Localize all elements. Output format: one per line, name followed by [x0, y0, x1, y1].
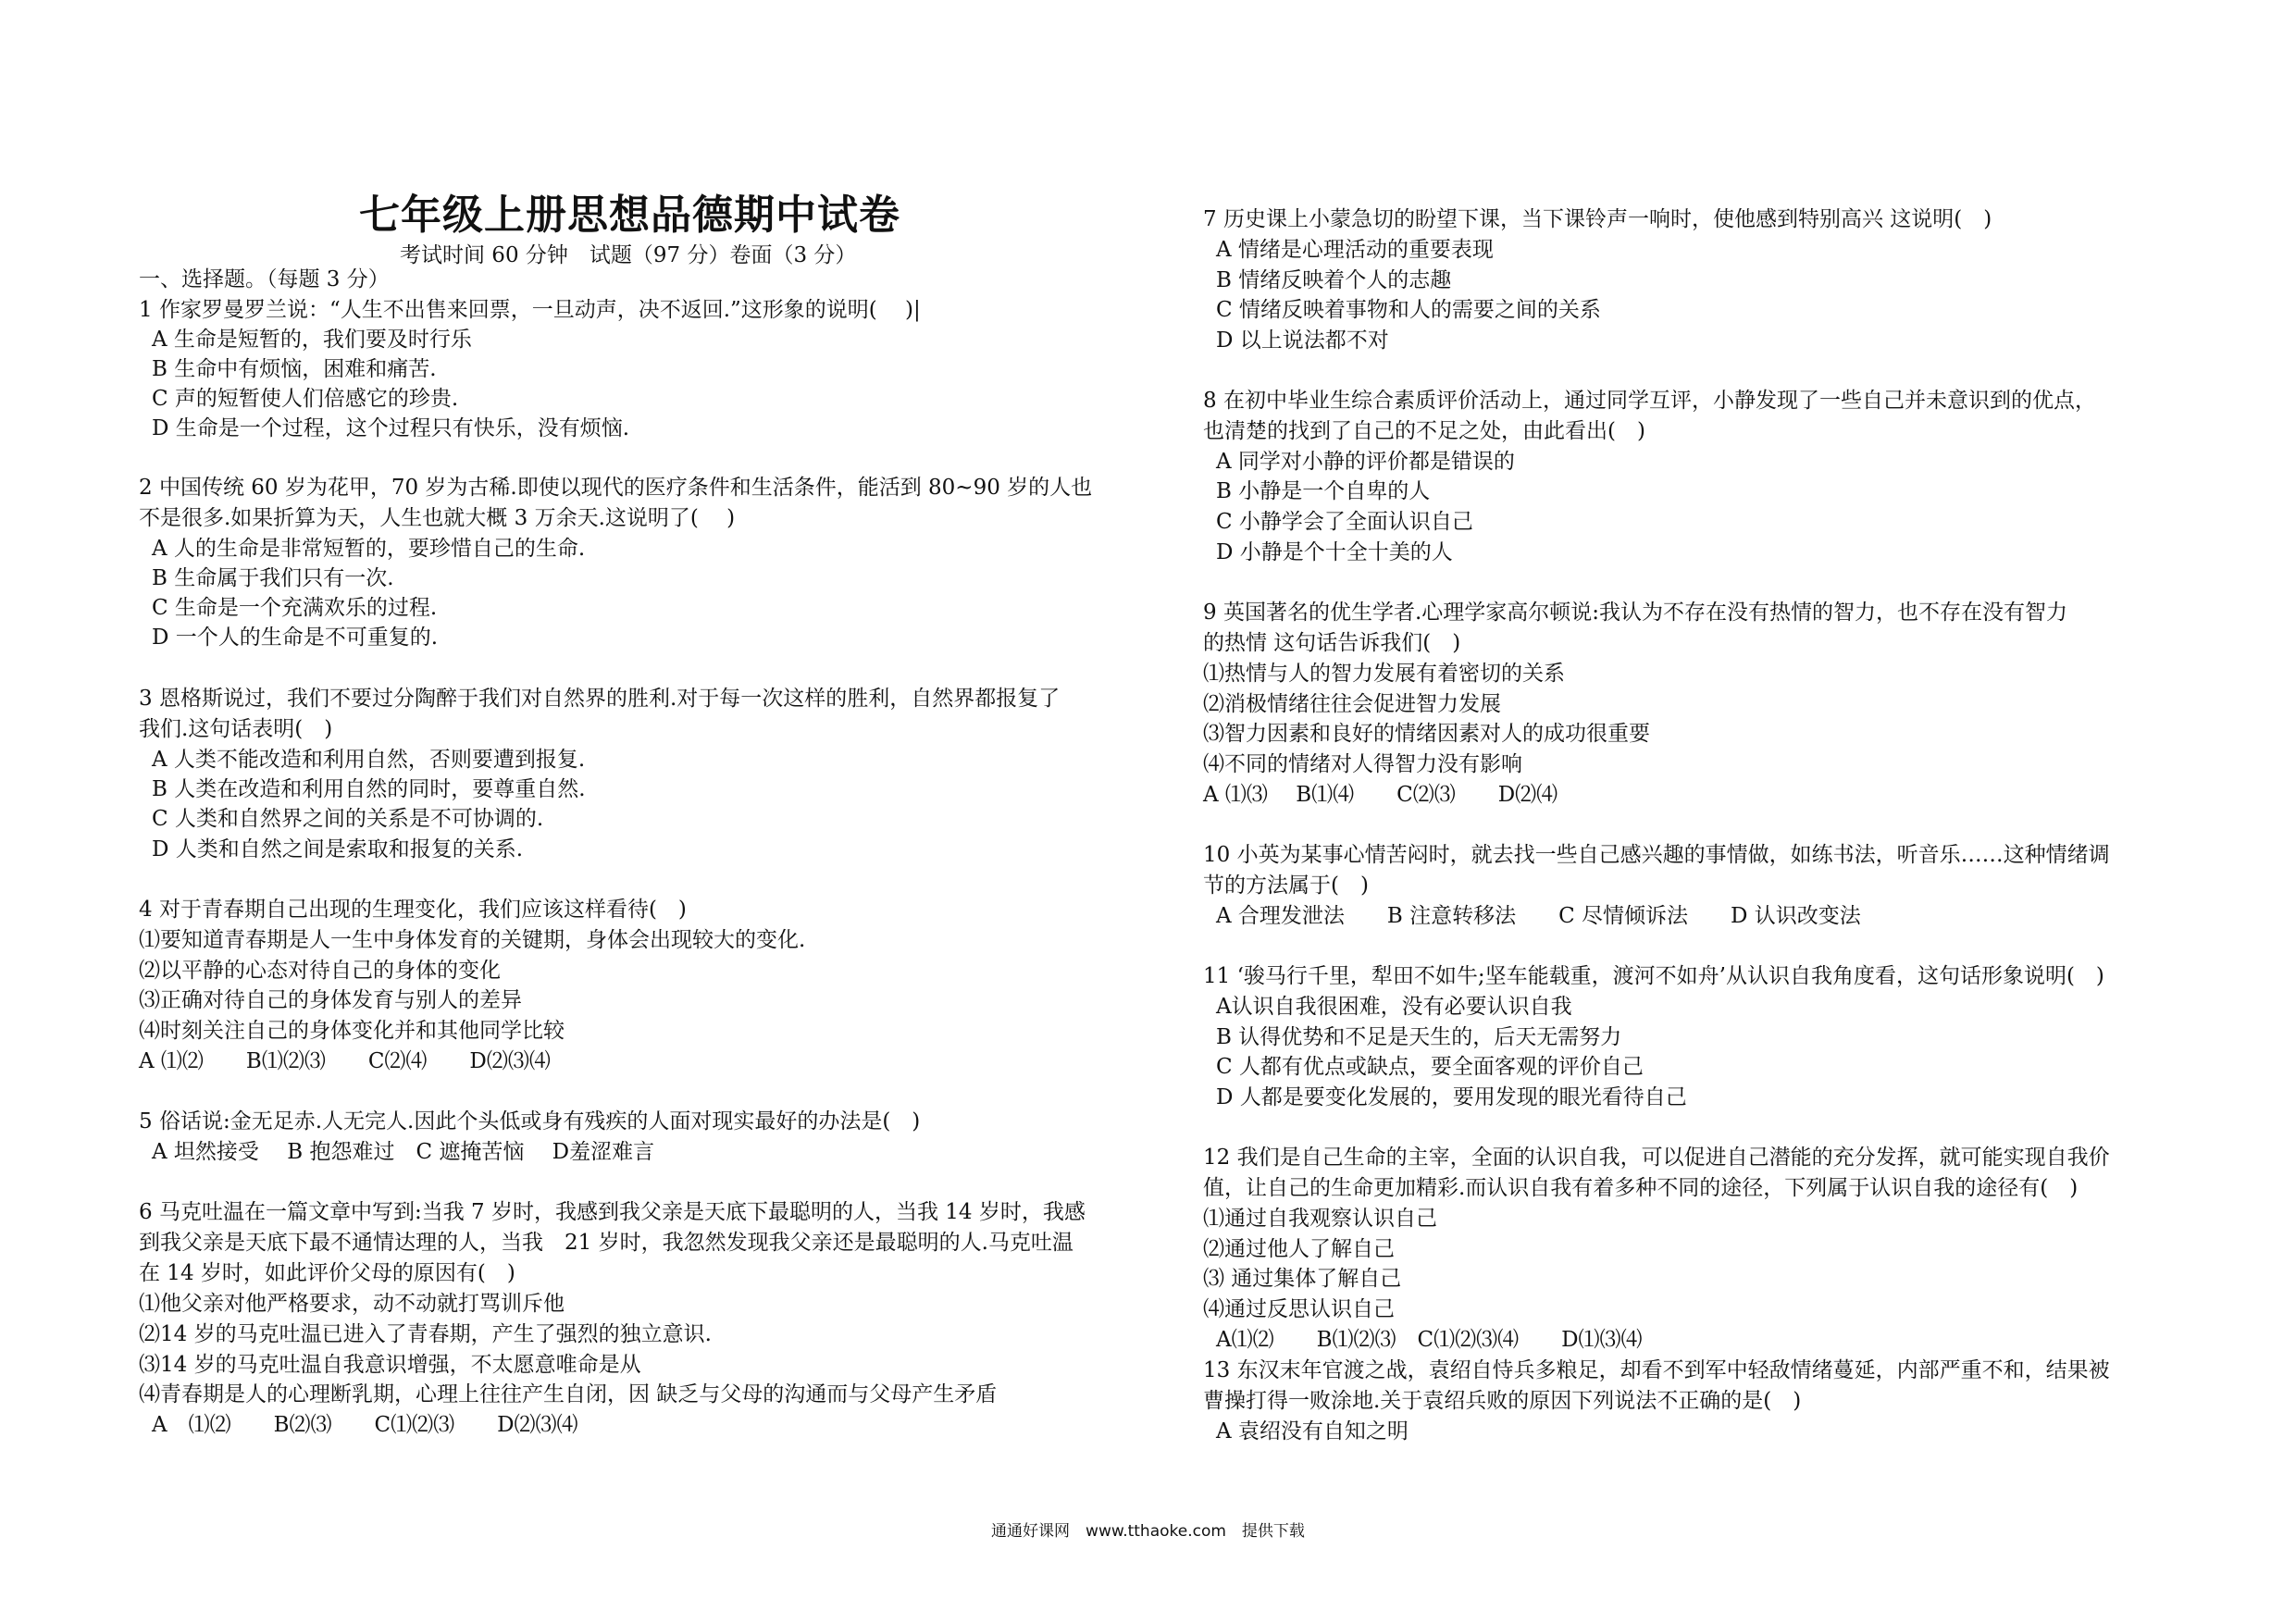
statement-line: ⑵以平静的心态对待自己的身体的变化 [139, 959, 501, 983]
question-line: 1 作家罗曼罗兰说：“人生不出售来回票，一旦动声，决不返回.”这形象的说明( )| [139, 298, 921, 322]
question-line: 到我父亲是天底下最不通情达理的人，当我 21 岁时，我忽然发现我父亲还是最聪明的人.马克吐温 [139, 1231, 1074, 1255]
option-line: D 一个人的生命是不可重复的. [152, 626, 439, 650]
question-line: 10 小英为某事心情苦闷时，就去找一些自己感兴趣的事情做，如练书法，听音乐……这种情绪调 [1203, 843, 2110, 867]
option-line: C 人类和自然界之间的关系是不可协调的. [152, 807, 544, 831]
question-line: 12 我们是自己生命的主宰，全面的认识自我，可以促进自己潜能的充分发挥，就可能实现自我价 [1203, 1146, 2110, 1170]
exam-title: 七年级上册思想品德期中试卷 [359, 192, 900, 239]
question-line: 不是很多.如果折算为天，人生也就大概 3 万余天.这说明了( ) [139, 506, 736, 530]
exam-subtitle: 考试时间 60 分钟 试题（97 分）卷面（3 分） [400, 243, 857, 267]
option-line: C 人都有优点或缺点，要全面客观的评价自己 [1216, 1055, 1644, 1079]
question-line: 8 在初中毕业生综合素质评价活动上，通过同学互评，小静发现了一些自己并未意识到的优点， [1203, 389, 2096, 413]
option-line: A ⑴⑵ B⑴⑵⑶ C⑵⑷ D⑵⑶⑷ [139, 1049, 551, 1073]
question-line: 2 中国传统 60 岁为花甲，70 岁为古稀.即使以现代的医疗条件和生活条件，能活到 80~90 岁的人也 [139, 476, 1093, 500]
option-line: A 人的生命是非常短暂的，要珍惜自己的生命. [152, 537, 586, 561]
statement-line: ⑶智力因素和良好的情绪因素对人的成功很重要 [1203, 722, 1650, 746]
question-line: 9 英国著名的优生学者.心理学家高尔顿说:我认为不存在没有热情的智力，也不存在没有智力 [1203, 601, 2068, 625]
question-line: 6 马克吐温在一篇文章中写到:当我 7 岁时，我感到我父亲是天底下最聪明的人，当我 14 岁时，我感 [139, 1200, 1086, 1224]
statement-line: ⑶正确对待自己的身体发育与别人的差异 [139, 988, 522, 1012]
statement-line: ⑶14 岁的马克吐温自我意识增强，不太愿意唯命是从 [139, 1353, 641, 1377]
statement-line: ⑶ 通过集体了解自己 [1203, 1267, 1402, 1291]
statement-line: ⑷时刻关注自己的身体变化并和其他同学比较 [139, 1019, 565, 1043]
section-heading: 一、选择题。（每题 3 分） [139, 267, 390, 291]
statement-line: ⑴热情与人的智力发展有着密切的关系 [1203, 662, 1565, 686]
question-line: 3 恩格斯说过，我们不要过分陶醉于我们对自然界的胜利.对于每一次这样的胜利，自然界都报复了 [139, 687, 1061, 711]
option-line: D 以上说法都不对 [1216, 328, 1389, 353]
option-line: D 小静是个十全十美的人 [1216, 540, 1453, 564]
question-line: 5 俗话说:金无足赤.人无完人.因此个头低或身有残疾的人面对现实最好的办法是( ) [139, 1109, 921, 1134]
statement-line: ⑴要知道青春期是人一生中身体发育的关键期，身体会出现较大的变化. [139, 928, 806, 952]
statement-line: ⑷不同的情绪对人得智力没有影响 [1203, 752, 1522, 776]
option-line: D 人都是要变化发展的，要用发现的眼光看待自己 [1216, 1085, 1687, 1109]
question-line: 13 东汉末年官渡之战，袁绍自恃兵多粮足，却看不到军中轻敌情绪蔓延，内部严重不和，结果被 [1203, 1358, 2110, 1382]
statement-line: ⑵14 岁的马克吐温已进入了青春期，产生了强烈的独立意识. [139, 1322, 712, 1346]
option-line: C 小静学会了全面认识自己 [1216, 510, 1473, 534]
option-line: A 人类不能改造和利用自然，否则要遭到报复. [152, 748, 586, 772]
question-line: 11 ‘骏马行千里，犁田不如牛;坚车能载重，渡河不如舟’从认识自我角度看，这句话形象说明( ) [1203, 964, 2104, 988]
statement-line: ⑴他父亲对他严格要求，动不动就打骂训斥他 [139, 1292, 565, 1316]
question-line: 4 对于青春期自己出现的生理变化，我们应该这样看待( ) [139, 898, 687, 922]
option-line: D 人类和自然之间是索取和报复的关系. [152, 837, 524, 861]
option-line: B 生命属于我们只有一次. [152, 566, 394, 590]
option-line: C 生命是一个充满欢乐的过程. [152, 596, 438, 620]
question-line: 的热情 这句话告诉我们( ) [1203, 631, 1461, 655]
option-line: A 同学对小静的评价都是错误的 [1216, 450, 1515, 474]
option-line: B 生命中有烦恼，困难和痛苦. [152, 357, 437, 381]
option-line: A 坦然接受 B 抱怨难过 C 遮掩苦恼 D羞涩难言 [152, 1140, 655, 1164]
option-line: B 认得优势和不足是天生的，后天无需努力 [1216, 1025, 1622, 1049]
question-line: 值，让自己的生命更加精彩.而认识自我有着多种不同的途径，下列属于认识自我的途径有( ) [1203, 1176, 2079, 1200]
option-line: A 生命是短暂的，我们要及时行乐 [152, 328, 472, 352]
option-line: A 袁绍没有自知之明 [1216, 1419, 1409, 1443]
question-line: 也清楚的找到了自己的不足之处，由此看出( ) [1203, 419, 1645, 443]
question-line: 我们.这句话表明( ) [139, 717, 333, 741]
option-line: A 合理发泄法 B 注意转移法 C 尽情倾诉法 D 认识改变法 [1216, 904, 1861, 928]
option-line: A ⑴⑵ B⑵⑶ C⑴⑵⑶ D⑵⑶⑷ [152, 1413, 578, 1437]
question-line: 曹操打得一败涂地.关于袁绍兵败的原因下列说法不正确的是( ) [1203, 1389, 1802, 1413]
page-footer: 通通好课网 www.tthaoke.com 提供下载 [991, 1522, 1305, 1541]
option-line: D 生命是一个过程，这个过程只有快乐，没有烦恼. [152, 416, 630, 440]
option-line: A认识自我很困难，没有必要认识自我 [1216, 995, 1572, 1019]
statement-line: ⑷通过反思认识自己 [1203, 1297, 1395, 1321]
statement-line: ⑷青春期是人的心理断乳期，心理上往往产生自闭，因 缺乏与父母的沟通而与父母产生矛盾 [139, 1382, 998, 1406]
question-line: 7 历史课上小蒙急切的盼望下课，当下课铃声一响时，使他感到特别高兴 这说明( ) [1203, 207, 1992, 231]
statement-line: ⑵消极情绪往往会促进智力发展 [1203, 692, 1501, 716]
option-line: C 声的短暂使人们倍感它的珍贵. [152, 387, 459, 411]
option-line: B 小静是一个自卑的人 [1216, 479, 1431, 503]
option-line: A 情绪是心理活动的重要表现 [1216, 238, 1494, 262]
option-line: B 情绪反映着个人的志趣 [1216, 268, 1452, 292]
statement-line: ⑵通过他人了解自己 [1203, 1237, 1395, 1261]
option-line: A ⑴⑶ B⑴⑷ C⑵⑶ D⑵⑷ [1203, 783, 1558, 807]
option-line: B 人类在改造和利用自然的同时，要尊重自然. [152, 777, 586, 801]
statement-line: ⑴通过自我观察认识自己 [1203, 1207, 1437, 1231]
question-line: 节的方法属于( ) [1203, 873, 1369, 898]
question-line: 在 14 岁时，如此评价父母的原因有( ) [139, 1261, 515, 1285]
option-line: A⑴⑵ B⑴⑵⑶ C⑴⑵⑶⑷ D⑴⑶⑷ [1216, 1328, 1643, 1352]
option-line: C 情绪反映着事物和人的需要之间的关系 [1216, 298, 1601, 322]
